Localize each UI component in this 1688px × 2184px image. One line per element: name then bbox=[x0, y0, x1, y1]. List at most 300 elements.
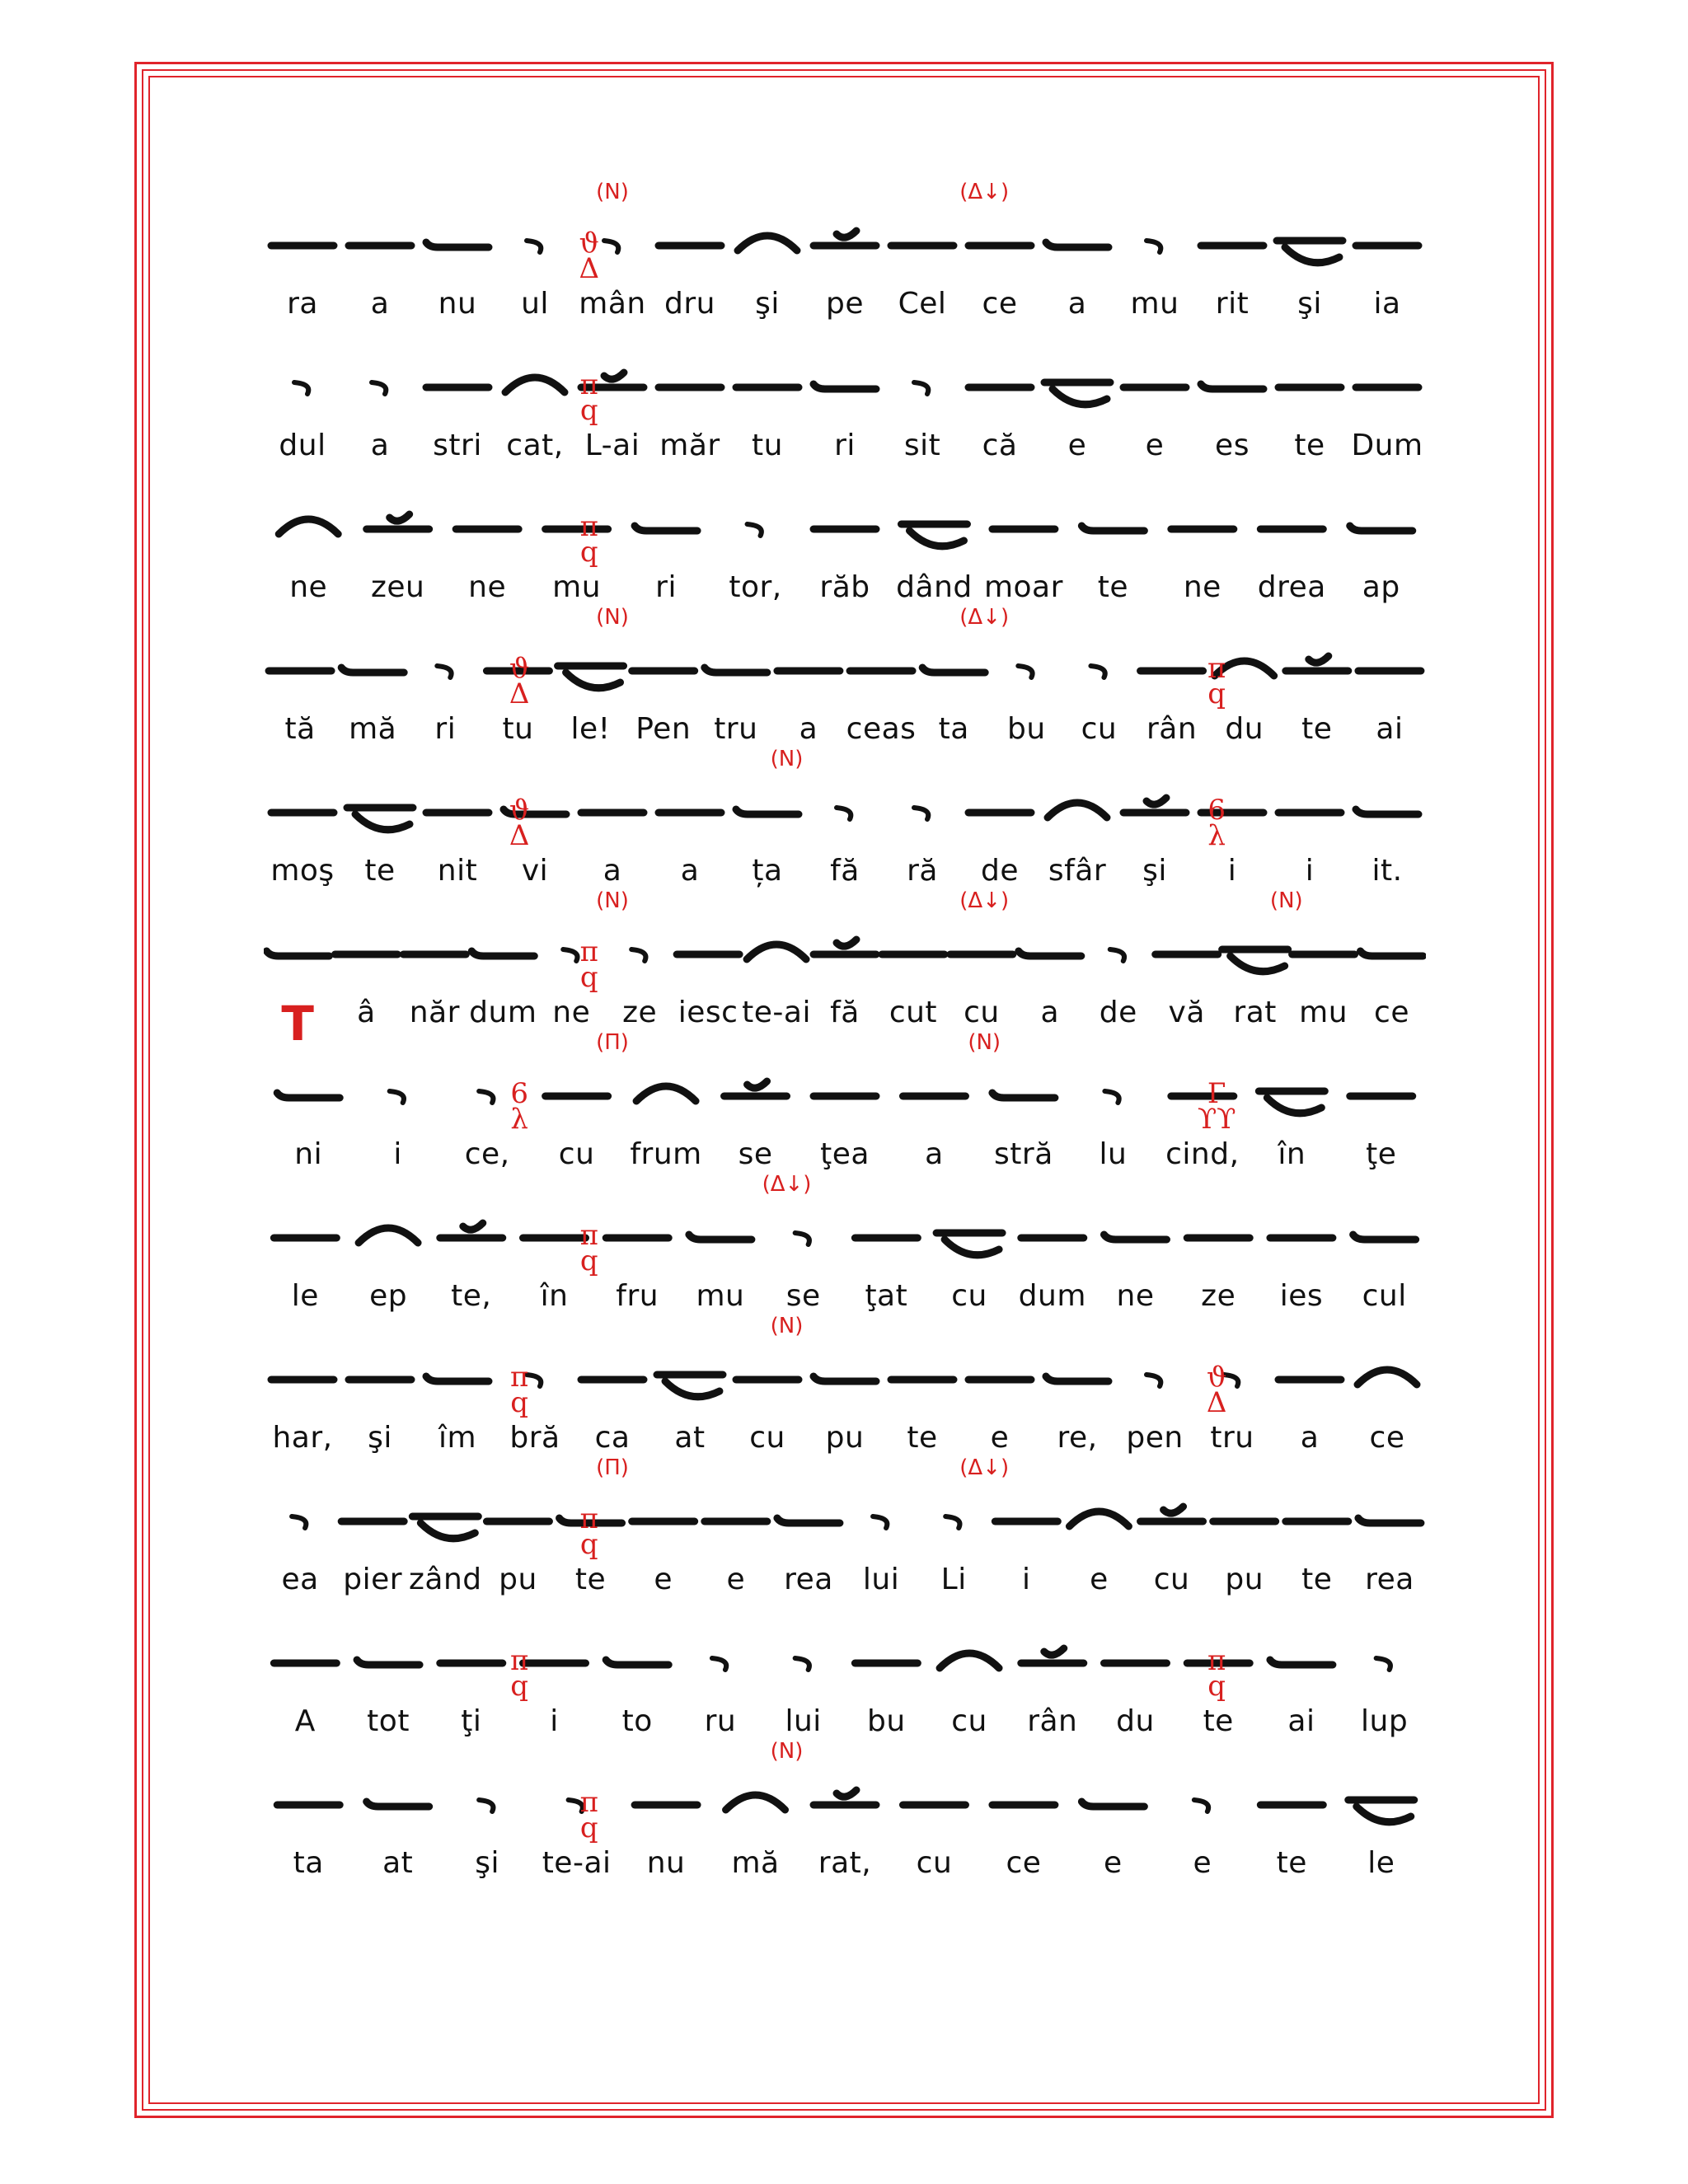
neume-oligon bbox=[347, 808, 413, 830]
lyric-syllable: nu bbox=[438, 287, 477, 321]
neume-clasma bbox=[1123, 798, 1186, 813]
martyria-sign bbox=[510, 1644, 529, 1703]
lyric-syllable: pu bbox=[825, 1421, 865, 1455]
neume-apo bbox=[604, 241, 618, 252]
neume-annotation: (Δ↓) bbox=[762, 1172, 812, 1197]
neume-hook bbox=[1019, 951, 1081, 956]
lyric-syllable: a bbox=[1067, 287, 1087, 321]
neume-apo bbox=[914, 382, 928, 394]
neume-curve bbox=[279, 519, 338, 534]
lyric-syllable: se bbox=[738, 1137, 773, 1171]
drop-cap-initial bbox=[281, 996, 314, 1052]
lyric-syllable: năr bbox=[409, 996, 460, 1029]
neume-hook bbox=[777, 1518, 840, 1523]
lyric-syllable: e bbox=[726, 1563, 746, 1596]
martyria-sign bbox=[1197, 1077, 1236, 1136]
lyric-syllable: mă bbox=[349, 712, 397, 746]
lyric-syllable: stră bbox=[994, 1137, 1053, 1171]
neume-apo bbox=[1376, 1658, 1390, 1670]
neume-annotation: (Δ↓) bbox=[959, 180, 1010, 204]
music-line-1 bbox=[264, 180, 1426, 340]
lyric-syllable: mu bbox=[696, 1279, 745, 1313]
neume-annotation: (N) bbox=[770, 747, 804, 771]
neume-hook bbox=[1361, 951, 1423, 956]
neume-hook bbox=[277, 1093, 340, 1098]
lyric-syllable: bu bbox=[867, 1704, 906, 1738]
neume-oligon bbox=[1259, 1091, 1325, 1113]
lyric-syllable: tu bbox=[752, 429, 783, 462]
lyric-syllable: ce bbox=[1374, 996, 1409, 1029]
lyric-syllable: e bbox=[1090, 1563, 1109, 1596]
neume-apo bbox=[292, 1516, 306, 1528]
music-line-5 bbox=[264, 747, 1426, 907]
neume-oligon bbox=[901, 524, 967, 546]
lyric-syllable: i bbox=[393, 1137, 402, 1171]
neume-apo bbox=[1018, 666, 1032, 677]
neume-apo bbox=[631, 949, 645, 961]
lyric-syllable: tor, bbox=[729, 570, 782, 604]
lyric-syllable: e bbox=[990, 1421, 1010, 1455]
lyric-syllable: vi bbox=[521, 854, 549, 888]
neume-hook bbox=[736, 809, 799, 814]
lyric-syllable: ia bbox=[1373, 287, 1401, 321]
neume-hook bbox=[705, 668, 767, 673]
lyric-syllable: cu bbox=[916, 1846, 953, 1880]
martyria-top: π bbox=[1207, 652, 1226, 685]
neume-annotation: (Δ↓) bbox=[959, 888, 1010, 913]
neume-annotation: (Δ↓) bbox=[959, 1455, 1010, 1480]
neume-hook bbox=[471, 951, 534, 956]
neume-apo bbox=[748, 524, 762, 536]
lyric-syllable: fru bbox=[616, 1279, 659, 1313]
neume-annotation: (N) bbox=[596, 605, 629, 630]
neume-row bbox=[264, 1615, 1426, 1706]
lyric-syllable: e bbox=[654, 1563, 673, 1596]
neume-apo bbox=[914, 808, 928, 819]
neume-apo bbox=[1146, 1375, 1160, 1386]
neume-curve bbox=[1048, 803, 1107, 818]
neume-hook bbox=[357, 1660, 420, 1665]
music-line-6 bbox=[264, 888, 1426, 1052]
lyric-syllable: în bbox=[540, 1279, 569, 1313]
lyric-syllable: de bbox=[981, 854, 1019, 888]
lyric-syllable: a bbox=[370, 287, 390, 321]
lyric-syllable: Cel bbox=[898, 287, 947, 321]
lyric-syllable: ai bbox=[1376, 712, 1404, 746]
neume-oligon bbox=[936, 1233, 1002, 1255]
martyria-top: ϑ bbox=[509, 794, 530, 827]
martyria-top: π bbox=[510, 1361, 529, 1394]
lyric-syllable: A bbox=[294, 1704, 316, 1738]
lyric-syllable: îm bbox=[438, 1421, 477, 1455]
lyric-syllable: ta bbox=[293, 1846, 324, 1880]
lyric-syllable: dru bbox=[664, 287, 715, 321]
martyria-top: π bbox=[579, 368, 598, 401]
martyria-sign bbox=[579, 1502, 598, 1561]
music-line-2 bbox=[264, 340, 1426, 481]
neume-oligon bbox=[1348, 1800, 1414, 1822]
lyric-syllable: te, bbox=[451, 1279, 492, 1313]
lyric-syllable: măr bbox=[659, 429, 720, 462]
lyric-syllable: sfâr bbox=[1048, 854, 1107, 888]
martyria-sign bbox=[510, 1361, 529, 1419]
martyria-top: π bbox=[1207, 1644, 1226, 1677]
lyric-syllable: le! bbox=[570, 712, 611, 746]
neume-apo bbox=[712, 1658, 726, 1670]
neume-annotation: (N) bbox=[596, 888, 629, 913]
lyric-syllable: te bbox=[1097, 570, 1129, 604]
lyric-syllable: mu bbox=[1130, 287, 1179, 321]
lyric-syllable: Dum bbox=[1351, 429, 1423, 462]
martyria-sign bbox=[1206, 1361, 1227, 1419]
neume-apo bbox=[563, 949, 577, 961]
neume-annotation: (N) bbox=[596, 180, 629, 204]
neume-curve bbox=[505, 377, 565, 392]
lyric-syllable: drea bbox=[1257, 570, 1326, 604]
lyric-syllable: pen bbox=[1126, 1421, 1184, 1455]
lyric-syllable: ca bbox=[594, 1421, 631, 1455]
lyric-syllable: i bbox=[1022, 1563, 1031, 1596]
neume-oligon bbox=[558, 666, 624, 688]
lyric-syllable: at bbox=[382, 1846, 414, 1880]
neume-annotation: (Δ↓) bbox=[959, 605, 1010, 630]
neume-apo bbox=[945, 1516, 959, 1528]
lyric-syllable: te bbox=[1276, 1846, 1307, 1880]
martyria-top: 6 bbox=[510, 1077, 529, 1110]
neume-apo bbox=[527, 1375, 541, 1386]
lyric-syllable: că bbox=[982, 429, 1018, 462]
lyric-syllable: nu bbox=[646, 1846, 686, 1880]
lyric-syllable: le bbox=[291, 1279, 319, 1313]
neume-oligon bbox=[1222, 949, 1288, 972]
martyria-bottom: q bbox=[579, 960, 598, 994]
neume-hook bbox=[1358, 1518, 1421, 1523]
neume-apo bbox=[1090, 666, 1104, 677]
neume-hook bbox=[814, 384, 876, 389]
lyric-syllable: Pen bbox=[635, 712, 692, 746]
lyric-syllable: re, bbox=[1057, 1421, 1098, 1455]
neume-apo bbox=[837, 808, 851, 819]
lyric-syllable: cu bbox=[1081, 712, 1118, 746]
lyric-syllable: e bbox=[1193, 1846, 1212, 1880]
martyria-top: π bbox=[579, 1219, 598, 1252]
lyric-syllable: şi bbox=[755, 287, 780, 321]
neume-clasma bbox=[440, 1223, 503, 1238]
neume-curve bbox=[1069, 1511, 1128, 1526]
neume-row bbox=[264, 1757, 1426, 1848]
neume-hook bbox=[1353, 1235, 1416, 1240]
neume-hook bbox=[341, 668, 404, 673]
lyric-syllable: a bbox=[603, 854, 622, 888]
neume-row bbox=[264, 198, 1426, 288]
lyric-syllable: ra bbox=[287, 287, 318, 321]
lyric-syllable: cind, bbox=[1165, 1137, 1240, 1171]
lyric-syllable: ne bbox=[289, 570, 328, 604]
lyric-syllable: dum bbox=[469, 996, 537, 1029]
lyric-syllable: te bbox=[907, 1421, 938, 1455]
neume-row bbox=[264, 907, 1426, 997]
lyric-syllable: lup bbox=[1361, 1704, 1409, 1738]
martyria-bottom: q bbox=[579, 1527, 598, 1561]
neume-hook bbox=[426, 1376, 489, 1381]
neume-row bbox=[264, 1474, 1426, 1564]
martyria-bottom: q bbox=[579, 393, 598, 427]
lyric-syllable: at bbox=[674, 1421, 706, 1455]
martyria-top: π bbox=[579, 510, 598, 543]
lyric-syllable: şi bbox=[1142, 854, 1167, 888]
neume-hook bbox=[635, 526, 697, 531]
neume-row bbox=[264, 1048, 1426, 1139]
martyria-sign bbox=[509, 652, 530, 710]
martyria-bottom: q bbox=[510, 1385, 529, 1419]
neume-row bbox=[264, 765, 1426, 855]
martyria-top: ϑ bbox=[579, 227, 599, 260]
martyria-sign bbox=[579, 1786, 598, 1844]
neume-hook bbox=[1081, 526, 1144, 531]
lyric-syllable: ies bbox=[1279, 1279, 1324, 1313]
music-line-10 bbox=[264, 1455, 1426, 1615]
neume-row bbox=[264, 1190, 1426, 1281]
lyric-syllable: L-ai bbox=[584, 429, 640, 462]
lyric-syllable: cu bbox=[951, 1279, 987, 1313]
lyric-syllable: ea bbox=[281, 1563, 319, 1596]
lyric-syllable: a bbox=[1300, 1421, 1320, 1455]
lyric-syllable: stri bbox=[433, 429, 482, 462]
music-line-9 bbox=[264, 1314, 1426, 1474]
neume-oligon bbox=[657, 1375, 723, 1397]
lyric-syllable: ceas bbox=[846, 712, 917, 746]
lyric-syllable: te-ai bbox=[542, 1846, 612, 1880]
neume-curve bbox=[747, 944, 806, 959]
lyric-syllable: bu bbox=[1006, 712, 1046, 746]
martyria-sign bbox=[1207, 794, 1226, 852]
music-line-11 bbox=[264, 1615, 1426, 1757]
lyric-syllable: te bbox=[1294, 429, 1325, 462]
martyria-top: Г bbox=[1207, 1077, 1226, 1110]
lyric-syllable: pu bbox=[1225, 1563, 1264, 1596]
lyric-syllable: cu bbox=[558, 1137, 595, 1171]
neume-apo bbox=[390, 1091, 404, 1103]
lyric-syllable: te bbox=[574, 1563, 607, 1596]
lyric-syllable: lui bbox=[862, 1563, 900, 1596]
neume-apo bbox=[1104, 1091, 1118, 1103]
lyric-syllable: şi bbox=[368, 1421, 392, 1455]
lyric-syllable: rea bbox=[1365, 1563, 1414, 1596]
lyric-syllable: a bbox=[925, 1137, 944, 1171]
neume-annotation: (Π) bbox=[596, 1455, 629, 1480]
neume-hook bbox=[1201, 384, 1264, 389]
martyria-top: π bbox=[510, 1644, 529, 1677]
lyric-syllable: a bbox=[1040, 996, 1060, 1029]
lyric-syllable: şi bbox=[475, 1846, 500, 1880]
lyric-syllable: a bbox=[799, 712, 818, 746]
lyric-syllable: fă bbox=[830, 854, 860, 888]
lyric-syllable: ce, bbox=[464, 1137, 510, 1171]
neume-annotation: (N) bbox=[968, 1030, 1001, 1055]
lyric-syllable: te bbox=[1203, 1704, 1234, 1738]
martyria-bottom: q bbox=[579, 535, 598, 569]
neume-clasma bbox=[1286, 656, 1348, 671]
lyric-syllable: ne bbox=[1183, 570, 1221, 604]
lyric-syllable: ru bbox=[704, 1704, 737, 1738]
neume-clasma bbox=[814, 940, 876, 954]
lyric-syllable: vă bbox=[1168, 996, 1205, 1029]
lyric-syllable: ră bbox=[907, 854, 938, 888]
lyric-syllable: ze bbox=[622, 996, 658, 1029]
lyric-syllable: ri bbox=[434, 712, 457, 746]
martyria-top: ϑ bbox=[509, 652, 530, 685]
lyric-syllable: ța bbox=[752, 854, 783, 888]
lyric-syllable: lu bbox=[1099, 1137, 1128, 1171]
lyric-syllable: te bbox=[364, 854, 396, 888]
martyria-bottom: Δ bbox=[509, 818, 530, 852]
lyric-syllable: cu bbox=[1153, 1563, 1190, 1596]
lyric-syllable: cu bbox=[749, 1421, 785, 1455]
music-line-4 bbox=[264, 605, 1426, 765]
lyric-syllable: dând bbox=[896, 570, 973, 604]
neume-hook bbox=[266, 951, 329, 956]
martyria-bottom: q bbox=[1207, 677, 1226, 710]
neume-apo bbox=[1110, 949, 1124, 961]
lyric-syllable: cut bbox=[889, 996, 938, 1029]
neume-apo bbox=[479, 1091, 493, 1103]
neume-curve bbox=[738, 236, 797, 251]
lyric-syllable: ce bbox=[1369, 1421, 1405, 1455]
lyric-syllable: ri bbox=[834, 429, 856, 462]
lyric-syllable: ne bbox=[468, 570, 507, 604]
martyria-sign bbox=[579, 1219, 598, 1277]
neume-hook bbox=[367, 1802, 429, 1807]
lyric-syllable: ţe bbox=[1366, 1137, 1397, 1171]
lyric-syllable: zând bbox=[409, 1563, 482, 1596]
neume-oligon bbox=[1044, 382, 1110, 405]
lyric-syllable: har, bbox=[272, 1421, 333, 1455]
lyric-syllable: rea bbox=[784, 1563, 833, 1596]
lyric-syllable: moş bbox=[270, 854, 335, 888]
lyric-syllable: fă bbox=[830, 996, 860, 1029]
neume-curve bbox=[726, 1795, 785, 1810]
lyric-syllable: i bbox=[550, 1704, 559, 1738]
lyric-syllable: i bbox=[1305, 854, 1315, 888]
lyric-syllable: răb bbox=[819, 570, 870, 604]
neume-apo bbox=[1194, 1800, 1208, 1811]
martyria-sign bbox=[579, 510, 598, 569]
neume-row bbox=[264, 340, 1426, 430]
lyric-syllable: tru bbox=[714, 712, 758, 746]
neume-row bbox=[264, 481, 1426, 572]
neume-hook bbox=[606, 1660, 668, 1665]
neume-row bbox=[264, 1332, 1426, 1422]
martyria-sign bbox=[1207, 1644, 1226, 1703]
martyria-bottom: Δ bbox=[509, 677, 530, 710]
lyric-syllable: se bbox=[785, 1279, 821, 1313]
neume-hook bbox=[814, 1376, 876, 1381]
lyric-syllable: a bbox=[370, 429, 390, 462]
music-line-3 bbox=[264, 481, 1426, 623]
martyria-bottom: q bbox=[1207, 1669, 1226, 1703]
lyric-syllable: ţat bbox=[865, 1279, 908, 1313]
neume-oligon bbox=[1277, 241, 1343, 263]
neume-annotation: (N) bbox=[770, 1314, 804, 1338]
neume-curve bbox=[940, 1653, 999, 1668]
neume-apo bbox=[479, 1800, 493, 1811]
lyric-syllable: mă bbox=[731, 1846, 780, 1880]
neume-annotation: (Π) bbox=[596, 1030, 629, 1055]
lyric-syllable: de bbox=[1099, 996, 1137, 1029]
lyric-syllable: tru bbox=[1210, 1421, 1254, 1455]
lyric-syllable: rân bbox=[1027, 1704, 1078, 1738]
lyric-syllable: ne bbox=[1116, 1279, 1155, 1313]
neume-hook bbox=[689, 1235, 752, 1240]
lyric-syllable: to bbox=[621, 1704, 653, 1738]
lyric-syllable: ul bbox=[521, 287, 549, 321]
lyric-syllable: rit bbox=[1215, 287, 1250, 321]
neume-apo bbox=[1146, 241, 1160, 252]
lyric-syllable: te bbox=[1301, 712, 1333, 746]
neume-clasma bbox=[1141, 1507, 1203, 1521]
neume-hook bbox=[1081, 1802, 1144, 1807]
neume-hook bbox=[426, 242, 489, 247]
martyria-sign bbox=[579, 227, 600, 285]
lyric-syllable: it. bbox=[1372, 854, 1403, 888]
music-line-8 bbox=[264, 1172, 1426, 1332]
martyria-bottom: ϒϒ bbox=[1197, 1102, 1236, 1136]
lyric-syllable: mu bbox=[552, 570, 602, 604]
martyria-sign bbox=[509, 794, 530, 852]
lyric-syllable: mân bbox=[579, 287, 646, 321]
lyric-syllable: cu bbox=[951, 1704, 987, 1738]
lyric-syllable: ni bbox=[294, 1137, 323, 1171]
lyric-syllable: e bbox=[1145, 429, 1165, 462]
neume-annotation: (N) bbox=[1269, 888, 1303, 913]
music-line-12 bbox=[264, 1739, 1426, 1899]
lyric-syllable: ap bbox=[1362, 570, 1400, 604]
lyric-syllable: tă bbox=[284, 712, 316, 746]
neume-clasma bbox=[814, 231, 876, 246]
martyria-top: π bbox=[579, 1502, 598, 1535]
lyric-syllable: cat, bbox=[506, 429, 564, 462]
lyric-syllable: cul bbox=[1362, 1279, 1407, 1313]
neume-hook bbox=[1104, 1235, 1167, 1240]
neume-oligon bbox=[412, 1516, 478, 1539]
lyric-syllable: ţi bbox=[461, 1704, 482, 1738]
neume-clasma bbox=[367, 514, 429, 529]
neume-curve bbox=[636, 1086, 696, 1101]
martyria-top: π bbox=[579, 1786, 598, 1819]
lyric-syllable: le bbox=[1367, 1846, 1395, 1880]
lyric-syllable: dum bbox=[1018, 1279, 1086, 1313]
neume-hook bbox=[1046, 1376, 1109, 1381]
neume-row bbox=[264, 623, 1426, 714]
lyric-syllable: bră bbox=[509, 1421, 560, 1455]
lyric-syllable: e bbox=[1067, 429, 1087, 462]
neume-hook bbox=[922, 668, 985, 673]
neume-curve bbox=[1357, 1370, 1417, 1385]
lyric-syllable: ta bbox=[938, 712, 969, 746]
martyria-bottom: q bbox=[579, 1811, 598, 1844]
lyric-syllable: te-ai bbox=[742, 996, 811, 1029]
initial-letter: T bbox=[281, 996, 315, 1052]
lyric-syllable: moar bbox=[983, 570, 1063, 604]
lyric-syllable: i bbox=[1227, 854, 1237, 888]
neume-apo bbox=[437, 666, 451, 677]
lyric-syllable: tu bbox=[502, 712, 534, 746]
lyric-syllable: ri bbox=[655, 570, 677, 604]
neume-apo bbox=[795, 1658, 809, 1670]
lyric-syllable: ne bbox=[552, 996, 591, 1029]
music-score bbox=[264, 0, 1426, 2184]
martyria-sign bbox=[510, 1077, 529, 1136]
